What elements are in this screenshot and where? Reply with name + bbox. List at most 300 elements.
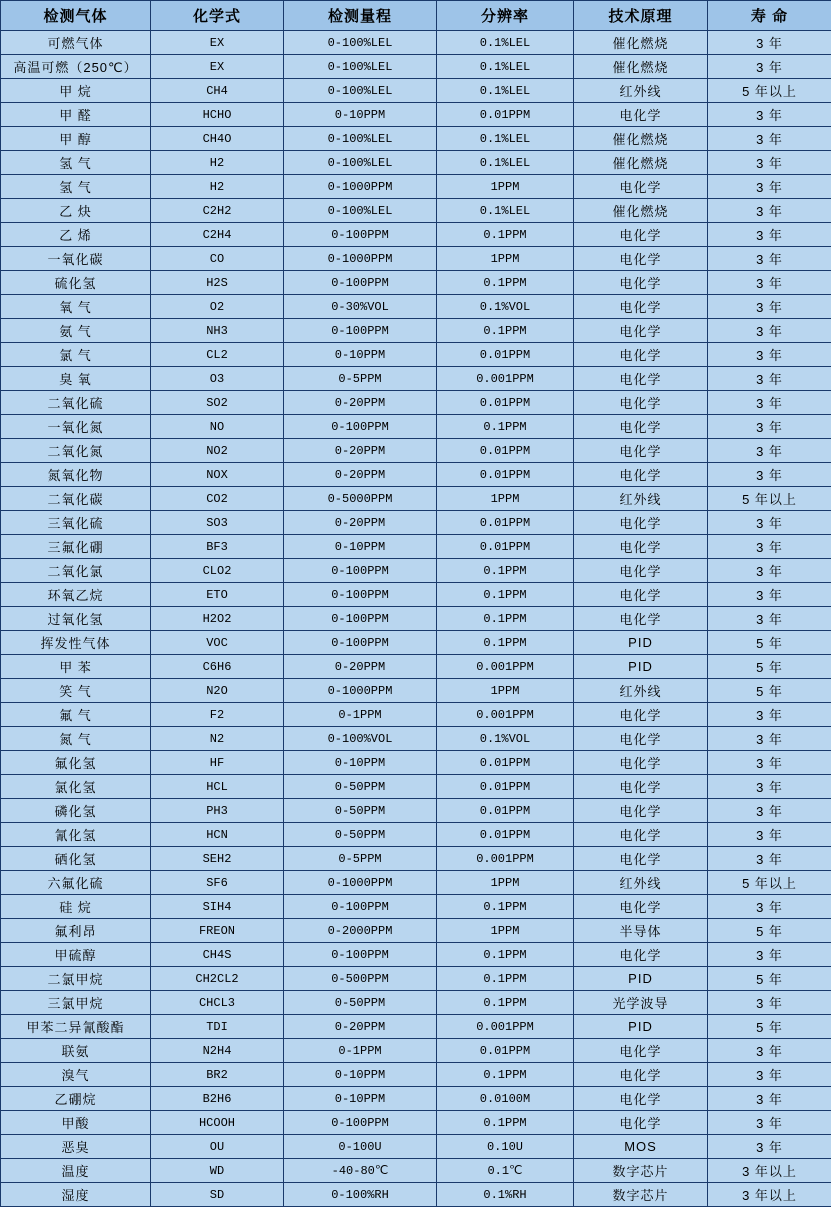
cell-life: 3 年 [708, 1063, 831, 1087]
cell-formula: B2H6 [151, 1087, 284, 1111]
cell-resolution: 0.1%LEL [437, 31, 574, 55]
cell-life: 5 年以上 [708, 79, 831, 103]
cell-formula: CH4O [151, 127, 284, 151]
cell-resolution: 0.1PPM [437, 895, 574, 919]
cell-formula: CL2 [151, 343, 284, 367]
cell-resolution: 0.1PPM [437, 631, 574, 655]
cell-formula: BF3 [151, 535, 284, 559]
cell-formula: H2S [151, 271, 284, 295]
table-row [1, 823, 831, 847]
cell-principle: 红外线 [574, 79, 708, 103]
cell-resolution: 0.01PPM [437, 343, 574, 367]
table-row [1, 319, 831, 343]
table-row [1, 1015, 831, 1039]
cell-life: 3 年 [708, 55, 831, 79]
table-row [1, 415, 831, 439]
cell-formula: SD [151, 1183, 284, 1207]
cell-resolution: 0.1PPM [437, 583, 574, 607]
cell-formula: H2O2 [151, 607, 284, 631]
cell-gas-name: 甲酸 [1, 1111, 151, 1135]
cell-gas-name: 一氧化碳 [1, 247, 151, 271]
cell-life: 5 年以上 [708, 871, 831, 895]
cell-gas-name: 氢 气 [1, 151, 151, 175]
cell-range: 0-1000PPM [284, 679, 437, 703]
cell-principle: 电化学 [574, 535, 708, 559]
cell-life: 3 年 [708, 343, 831, 367]
cell-principle: 催化燃烧 [574, 151, 708, 175]
cell-formula: BR2 [151, 1063, 284, 1087]
cell-resolution: 0.1%LEL [437, 55, 574, 79]
cell-range: 0-2000PPM [284, 919, 437, 943]
table-row [1, 1087, 831, 1111]
cell-principle: 电化学 [574, 727, 708, 751]
cell-range: 0-100U [284, 1135, 437, 1159]
cell-principle: 红外线 [574, 679, 708, 703]
table-row [1, 943, 831, 967]
cell-resolution: 0.1PPM [437, 607, 574, 631]
cell-gas-name: 甲 烷 [1, 79, 151, 103]
cell-life: 5 年 [708, 631, 831, 655]
cell-gas-name: 环氧乙烷 [1, 583, 151, 607]
cell-resolution: 1PPM [437, 247, 574, 271]
cell-formula: EX [151, 55, 284, 79]
cell-life: 3 年 [708, 271, 831, 295]
table-body [1, 31, 831, 1207]
cell-gas-name: 三氯甲烷 [1, 991, 151, 1015]
cell-range: 0-1PPM [284, 703, 437, 727]
cell-formula: CH2CL2 [151, 967, 284, 991]
cell-gas-name: 氰化氢 [1, 823, 151, 847]
cell-life: 3 年 [708, 367, 831, 391]
cell-principle: 电化学 [574, 847, 708, 871]
table-row [1, 631, 831, 655]
cell-formula: F2 [151, 703, 284, 727]
cell-range: 0-10PPM [284, 535, 437, 559]
cell-life: 3 年 [708, 391, 831, 415]
cell-life: 5 年 [708, 655, 831, 679]
cell-resolution: 0.001PPM [437, 847, 574, 871]
cell-principle: 电化学 [574, 103, 708, 127]
cell-principle: 红外线 [574, 487, 708, 511]
table-row [1, 583, 831, 607]
table-row [1, 103, 831, 127]
cell-formula: SEH2 [151, 847, 284, 871]
cell-resolution: 0.1PPM [437, 1111, 574, 1135]
cell-life: 5 年以上 [708, 487, 831, 511]
cell-resolution: 0.01PPM [437, 751, 574, 775]
cell-formula: NO2 [151, 439, 284, 463]
table-row [1, 439, 831, 463]
cell-life: 3 年 [708, 511, 831, 535]
cell-principle: 电化学 [574, 799, 708, 823]
cell-life: 3 年 [708, 247, 831, 271]
cell-resolution: 0.01PPM [437, 103, 574, 127]
cell-range: 0-50PPM [284, 799, 437, 823]
cell-gas-name: 氮 气 [1, 727, 151, 751]
cell-gas-name: 氯化氢 [1, 775, 151, 799]
cell-gas-name: 甲硫醇 [1, 943, 151, 967]
cell-formula: C2H2 [151, 199, 284, 223]
cell-principle: 电化学 [574, 1111, 708, 1135]
cell-gas-name: 一氧化氮 [1, 415, 151, 439]
cell-principle: 催化燃烧 [574, 31, 708, 55]
cell-formula: SF6 [151, 871, 284, 895]
cell-range: 0-1000PPM [284, 871, 437, 895]
cell-life: 5 年 [708, 1015, 831, 1039]
cell-resolution: 0.1PPM [437, 991, 574, 1015]
cell-formula: HCOOH [151, 1111, 284, 1135]
table-row [1, 343, 831, 367]
cell-life: 3 年 [708, 1111, 831, 1135]
cell-formula: HF [151, 751, 284, 775]
cell-principle: 红外线 [574, 871, 708, 895]
cell-gas-name: 二氧化氮 [1, 439, 151, 463]
table-row [1, 967, 831, 991]
cell-formula: CLO2 [151, 559, 284, 583]
cell-range: 0-100%LEL [284, 31, 437, 55]
cell-principle: 电化学 [574, 943, 708, 967]
cell-life: 3 年 [708, 607, 831, 631]
table-header [1, 1, 831, 31]
cell-gas-name: 臭 氧 [1, 367, 151, 391]
cell-range: 0-100PPM [284, 271, 437, 295]
cell-formula: NOX [151, 463, 284, 487]
cell-range: 0-50PPM [284, 775, 437, 799]
cell-gas-name: 联氨 [1, 1039, 151, 1063]
cell-principle: 电化学 [574, 367, 708, 391]
cell-principle: 电化学 [574, 1063, 708, 1087]
cell-resolution: 1PPM [437, 871, 574, 895]
table-row [1, 79, 831, 103]
table-row [1, 1183, 831, 1207]
cell-principle: 电化学 [574, 271, 708, 295]
cell-formula: SIH4 [151, 895, 284, 919]
cell-range: 0-5PPM [284, 847, 437, 871]
cell-formula: H2 [151, 151, 284, 175]
cell-resolution: 1PPM [437, 175, 574, 199]
cell-range: 0-100%LEL [284, 151, 437, 175]
cell-principle: 电化学 [574, 319, 708, 343]
cell-range: 0-50PPM [284, 991, 437, 1015]
cell-gas-name: 氢 气 [1, 175, 151, 199]
cell-resolution: 1PPM [437, 679, 574, 703]
cell-resolution: 0.1PPM [437, 319, 574, 343]
cell-principle: 电化学 [574, 1039, 708, 1063]
cell-life: 3 年 [708, 559, 831, 583]
cell-gas-name: 氧 气 [1, 295, 151, 319]
cell-resolution: 0.001PPM [437, 655, 574, 679]
cell-gas-name: 高温可燃（250℃） [1, 55, 151, 79]
cell-life: 3 年 [708, 199, 831, 223]
cell-range: 0-100PPM [284, 319, 437, 343]
cell-principle: PID [574, 655, 708, 679]
table-row [1, 559, 831, 583]
cell-principle: PID [574, 631, 708, 655]
cell-range: 0-20PPM [284, 655, 437, 679]
cell-resolution: 0.1%VOL [437, 727, 574, 751]
cell-resolution: 0.1PPM [437, 271, 574, 295]
cell-gas-name: 甲 醇 [1, 127, 151, 151]
cell-life: 3 年 [708, 775, 831, 799]
cell-principle: 半导体 [574, 919, 708, 943]
cell-gas-name: 硒化氢 [1, 847, 151, 871]
cell-life: 3 年 [708, 1039, 831, 1063]
cell-resolution: 0.1%LEL [437, 151, 574, 175]
cell-principle: 电化学 [574, 439, 708, 463]
cell-range: 0-10PPM [284, 103, 437, 127]
cell-principle: 数字芯片 [574, 1183, 708, 1207]
table-row [1, 463, 831, 487]
cell-formula: N2H4 [151, 1039, 284, 1063]
cell-resolution: 0.1℃ [437, 1159, 574, 1183]
cell-range: 0-100PPM [284, 415, 437, 439]
table-row [1, 775, 831, 799]
cell-range: 0-100PPM [284, 631, 437, 655]
table-row [1, 223, 831, 247]
cell-gas-name: 二氧化碳 [1, 487, 151, 511]
cell-principle: 电化学 [574, 583, 708, 607]
cell-life: 3 年以上 [708, 1159, 831, 1183]
cell-gas-name: 甲苯二异氰酸酯 [1, 1015, 151, 1039]
table-header-row [1, 1, 831, 31]
cell-gas-name: 磷化氢 [1, 799, 151, 823]
cell-formula: FREON [151, 919, 284, 943]
table-row [1, 727, 831, 751]
cell-range: 0-100%RH [284, 1183, 437, 1207]
cell-resolution: 0.001PPM [437, 1015, 574, 1039]
cell-life: 3 年 [708, 727, 831, 751]
cell-range: 0-5PPM [284, 367, 437, 391]
cell-life: 5 年 [708, 919, 831, 943]
column-header-formula: 化学式 [151, 1, 284, 31]
cell-resolution: 0.1PPM [437, 415, 574, 439]
cell-resolution: 0.01PPM [437, 535, 574, 559]
cell-life: 3 年 [708, 127, 831, 151]
cell-formula: CH4 [151, 79, 284, 103]
cell-resolution: 0.01PPM [437, 823, 574, 847]
cell-life: 3 年 [708, 319, 831, 343]
cell-resolution: 0.001PPM [437, 367, 574, 391]
cell-life: 3 年 [708, 31, 831, 55]
column-header-life: 寿 命 [708, 1, 831, 31]
cell-principle: 电化学 [574, 295, 708, 319]
table-row [1, 535, 831, 559]
cell-principle: 电化学 [574, 511, 708, 535]
cell-resolution: 0.1PPM [437, 943, 574, 967]
cell-formula: SO2 [151, 391, 284, 415]
table-row [1, 511, 831, 535]
cell-formula: HCL [151, 775, 284, 799]
cell-range: 0-100PPM [284, 607, 437, 631]
cell-gas-name: 硫化氢 [1, 271, 151, 295]
cell-life: 3 年 [708, 175, 831, 199]
cell-range: 0-100%VOL [284, 727, 437, 751]
cell-formula: NO [151, 415, 284, 439]
cell-principle: 电化学 [574, 247, 708, 271]
cell-formula: O3 [151, 367, 284, 391]
cell-formula: O2 [151, 295, 284, 319]
table-row [1, 487, 831, 511]
cell-formula: HCHO [151, 103, 284, 127]
cell-gas-name: 溴气 [1, 1063, 151, 1087]
cell-resolution: 0.1%LEL [437, 79, 574, 103]
table-row [1, 1039, 831, 1063]
cell-life: 3 年 [708, 583, 831, 607]
cell-principle: 电化学 [574, 1087, 708, 1111]
cell-range: 0-20PPM [284, 391, 437, 415]
table-row [1, 199, 831, 223]
cell-principle: PID [574, 967, 708, 991]
cell-resolution: 0.1PPM [437, 559, 574, 583]
cell-range: 0-100PPM [284, 559, 437, 583]
cell-gas-name: 可燃气体 [1, 31, 151, 55]
cell-range: 0-100PPM [284, 1111, 437, 1135]
cell-life: 3 年 [708, 151, 831, 175]
cell-gas-name: 过氧化氢 [1, 607, 151, 631]
cell-life: 3 年 [708, 895, 831, 919]
cell-formula: OU [151, 1135, 284, 1159]
cell-range: 0-500PPM [284, 967, 437, 991]
cell-life: 3 年 [708, 439, 831, 463]
cell-range: -40-80℃ [284, 1159, 437, 1183]
cell-gas-name: 三氧化硫 [1, 511, 151, 535]
cell-gas-name: 氟化氢 [1, 751, 151, 775]
cell-resolution: 1PPM [437, 487, 574, 511]
table-row [1, 679, 831, 703]
cell-principle: MOS [574, 1135, 708, 1159]
cell-resolution: 0.01PPM [437, 1039, 574, 1063]
cell-gas-name: 硅 烷 [1, 895, 151, 919]
cell-gas-name: 挥发性气体 [1, 631, 151, 655]
cell-range: 0-10PPM [284, 343, 437, 367]
cell-life: 3 年 [708, 703, 831, 727]
cell-principle: PID [574, 1015, 708, 1039]
cell-gas-name: 甲 苯 [1, 655, 151, 679]
cell-gas-name: 氨 气 [1, 319, 151, 343]
cell-formula: VOC [151, 631, 284, 655]
cell-principle: 电化学 [574, 343, 708, 367]
cell-life: 3 年 [708, 943, 831, 967]
table-row [1, 655, 831, 679]
table-row [1, 847, 831, 871]
cell-resolution: 0.01PPM [437, 775, 574, 799]
cell-formula: CO2 [151, 487, 284, 511]
cell-formula: ETO [151, 583, 284, 607]
cell-formula: WD [151, 1159, 284, 1183]
cell-life: 3 年 [708, 223, 831, 247]
cell-life: 3 年 [708, 991, 831, 1015]
column-header-resolution: 分辨率 [437, 1, 574, 31]
cell-gas-name: 笑 气 [1, 679, 151, 703]
cell-range: 0-20PPM [284, 511, 437, 535]
table-row [1, 151, 831, 175]
cell-life: 3 年 [708, 751, 831, 775]
cell-gas-name: 二氧化硫 [1, 391, 151, 415]
cell-resolution: 0.1%LEL [437, 127, 574, 151]
cell-gas-name: 乙 炔 [1, 199, 151, 223]
cell-gas-name: 氮氧化物 [1, 463, 151, 487]
table-row [1, 1159, 831, 1183]
cell-gas-name: 氟利昂 [1, 919, 151, 943]
cell-formula: N2O [151, 679, 284, 703]
cell-resolution: 0.1PPM [437, 967, 574, 991]
cell-life: 3 年 [708, 415, 831, 439]
table-row [1, 1135, 831, 1159]
cell-formula: H2 [151, 175, 284, 199]
cell-resolution: 0.1%VOL [437, 295, 574, 319]
cell-range: 0-100PPM [284, 583, 437, 607]
cell-life: 3 年 [708, 1087, 831, 1111]
cell-resolution: 0.01PPM [437, 463, 574, 487]
cell-principle: 光学波导 [574, 991, 708, 1015]
cell-formula: C2H4 [151, 223, 284, 247]
cell-principle: 电化学 [574, 415, 708, 439]
cell-gas-name: 氟 气 [1, 703, 151, 727]
cell-resolution: 0.0100M [437, 1087, 574, 1111]
cell-formula: TDI [151, 1015, 284, 1039]
cell-range: 0-100%LEL [284, 127, 437, 151]
cell-life: 3 年 [708, 103, 831, 127]
cell-gas-name: 三氟化硼 [1, 535, 151, 559]
cell-principle: 电化学 [574, 895, 708, 919]
cell-resolution: 0.1PPM [437, 1063, 574, 1087]
cell-life: 3 年 [708, 535, 831, 559]
cell-formula: HCN [151, 823, 284, 847]
cell-range: 0-5000PPM [284, 487, 437, 511]
cell-formula: PH3 [151, 799, 284, 823]
cell-resolution: 0.1%RH [437, 1183, 574, 1207]
cell-formula: CHCL3 [151, 991, 284, 1015]
cell-gas-name: 甲 醛 [1, 103, 151, 127]
table-row [1, 751, 831, 775]
cell-resolution: 0.01PPM [437, 799, 574, 823]
cell-principle: 催化燃烧 [574, 127, 708, 151]
cell-life: 3 年以上 [708, 1183, 831, 1207]
cell-gas-name: 二氯甲烷 [1, 967, 151, 991]
cell-range: 0-100%LEL [284, 199, 437, 223]
table-row [1, 247, 831, 271]
cell-principle: 数字芯片 [574, 1159, 708, 1183]
cell-gas-name: 湿度 [1, 1183, 151, 1207]
cell-life: 5 年 [708, 967, 831, 991]
cell-gas-name: 乙 烯 [1, 223, 151, 247]
cell-range: 0-10PPM [284, 1063, 437, 1087]
cell-principle: 电化学 [574, 559, 708, 583]
cell-principle: 电化学 [574, 463, 708, 487]
cell-formula: C6H6 [151, 655, 284, 679]
table-row [1, 895, 831, 919]
cell-life: 3 年 [708, 463, 831, 487]
table-row [1, 271, 831, 295]
cell-life: 3 年 [708, 799, 831, 823]
cell-resolution: 1PPM [437, 919, 574, 943]
cell-range: 0-1000PPM [284, 247, 437, 271]
cell-range: 0-30%VOL [284, 295, 437, 319]
cell-range: 0-1PPM [284, 1039, 437, 1063]
cell-resolution: 0.01PPM [437, 439, 574, 463]
cell-principle: 催化燃烧 [574, 55, 708, 79]
cell-gas-name: 氯 气 [1, 343, 151, 367]
table-row [1, 1111, 831, 1135]
table-row [1, 31, 831, 55]
cell-resolution: 0.01PPM [437, 511, 574, 535]
table-row [1, 919, 831, 943]
cell-principle: 电化学 [574, 703, 708, 727]
column-header-principle: 技术原理 [574, 1, 708, 31]
table-row [1, 295, 831, 319]
cell-range: 0-50PPM [284, 823, 437, 847]
table-row [1, 703, 831, 727]
